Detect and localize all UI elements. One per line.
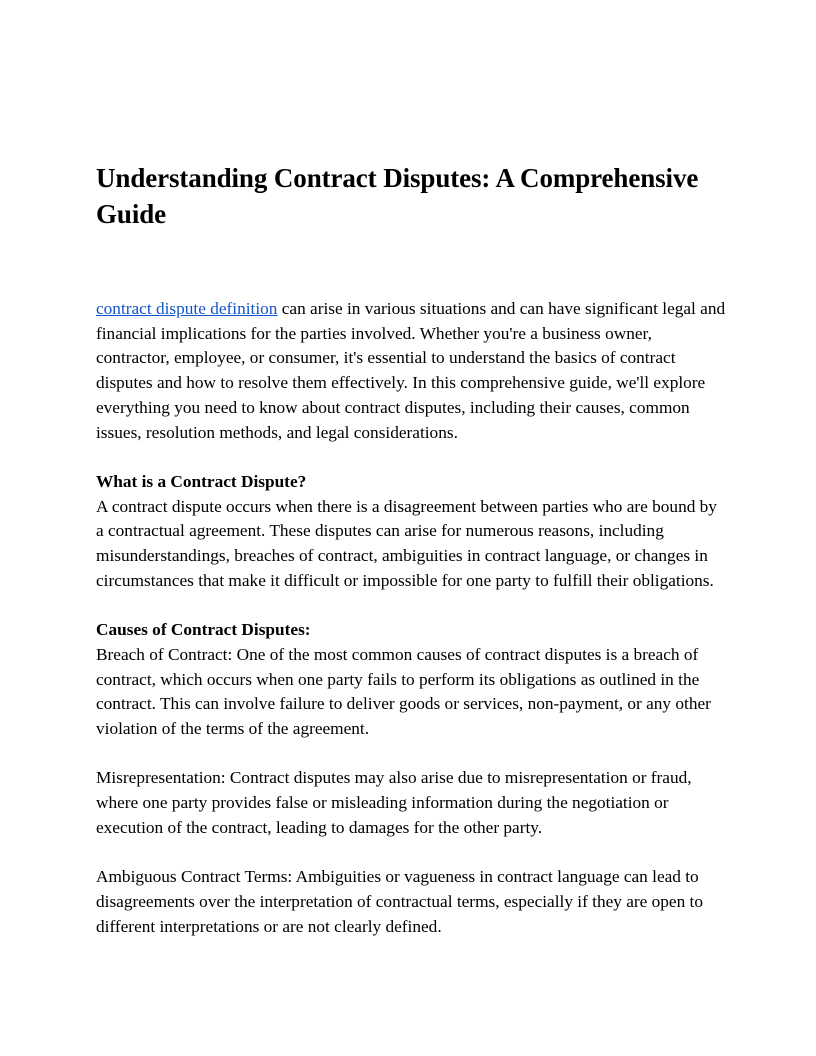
section-heading-what-is: What is a Contract Dispute? — [96, 471, 307, 491]
contract-dispute-definition-link[interactable]: contract dispute definition — [96, 299, 278, 318]
paragraph-gap — [96, 840, 726, 865]
section-heading-causes: Causes of Contract Disputes: — [96, 620, 311, 640]
paragraph-gap — [96, 445, 726, 470]
section-paragraph-misrepresentation: Misrepresentation: Contract disputes may also arise due to misrepresentation or fraud, where one party provides false or misleading information during the negotiation or execution of the contract, leading to damages for the other party. — [96, 768, 692, 837]
section-paragraph-ambiguous-terms: Ambiguous Contract Terms: Ambiguities or vagueness in contract language can lead to disagreements over the interpretation of contractual terms, especially if they are open to different interpretations or are not clearly defined. — [96, 867, 704, 936]
intro-text: can arise in various situations and can have significant legal and financial implications for the parties involved. Whether you're a business owner, contractor, employee, or consumer, it's essential to understand the basics of contract disputes and how to resolve them effectively. In this comprehensive guide, we'll explore everything you need to know about contract disputes, including their causes, common issues, resolution methods, and legal considerations. — [96, 299, 726, 442]
section-paragraph-definition: A contract dispute occurs when there is a disagreement between parties who are bound by a contractual agreement. These disputes can arise for numerous reasons, including misunderstandings, breaches of contract, ambiguities in contract language, or changes in circumstances that make it difficult or impossible for one party to fulfill their obligations. — [96, 496, 717, 590]
document-title: Understanding Contract Disputes: A Comprehensive Guide — [96, 163, 699, 229]
paragraph-gap — [96, 593, 726, 618]
paragraph-gap — [96, 742, 726, 767]
intro-paragraph — [96, 297, 726, 445]
title-spacing — [96, 232, 726, 297]
document-body — [96, 160, 726, 939]
section-paragraph-breach: Breach of Contract: One of the most common causes of contract disputes is a breach of contract, which occurs when one party fails to perform its obligations as outlined in the contract. This can involve failure to deliver goods or services, non-payment, or any other violation of the terms of the agreement. — [96, 644, 711, 738]
